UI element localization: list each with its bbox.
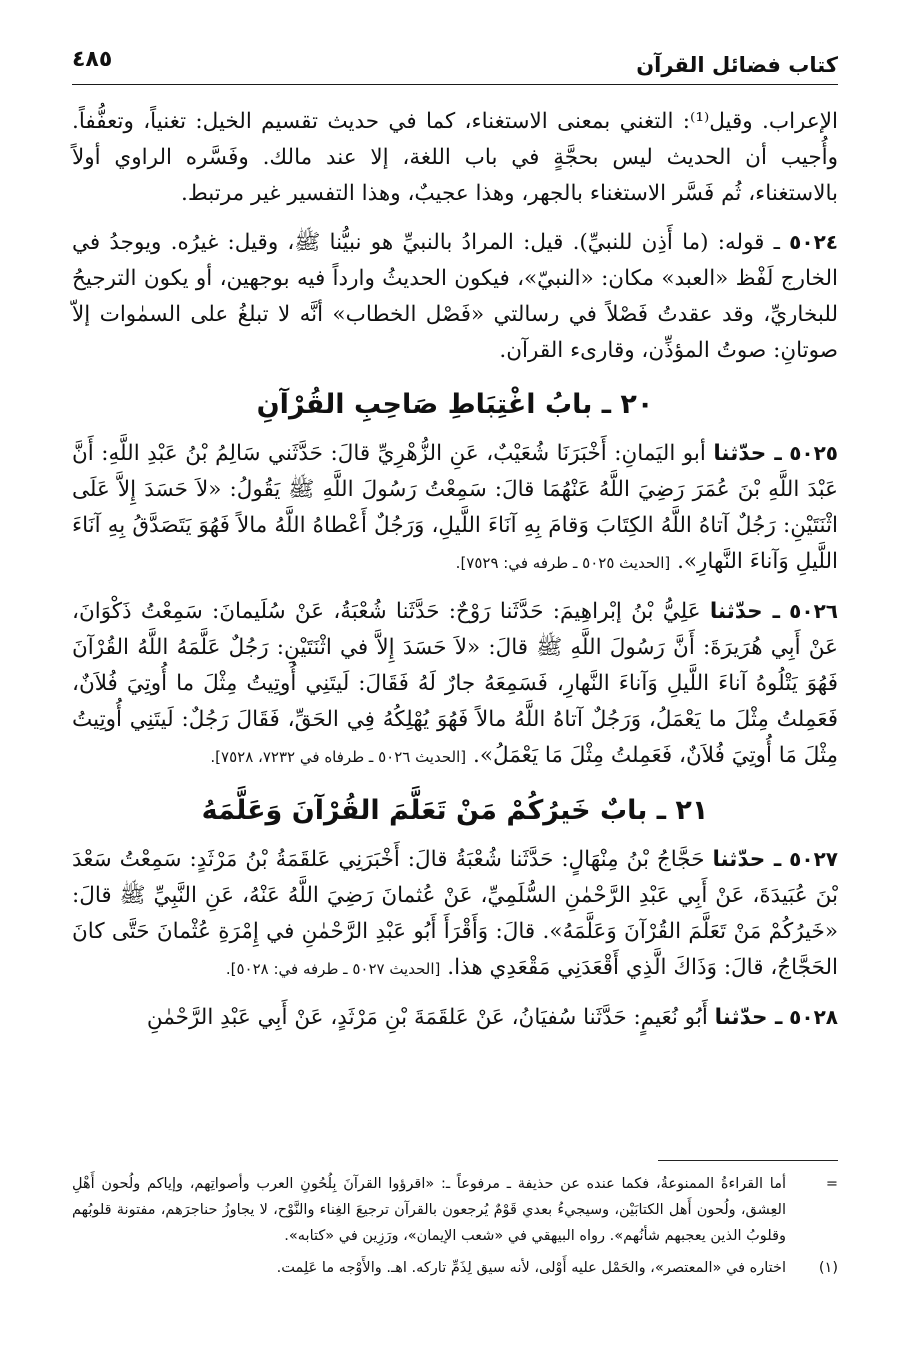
hadith-reference: [الحديث ٥٠٢٦ ـ طرفاه في ٧٢٣٢، ٧٥٢٨]. bbox=[210, 748, 467, 766]
hadith-lead: ـ حدّثنا bbox=[709, 599, 780, 624]
hadith-5026 bbox=[72, 593, 838, 775]
hadith-reference: [الحديث ٥٠٢٧ ـ طرفه في: ٥٠٢٨]. bbox=[225, 960, 441, 978]
hadith-number: ٥٠٢٨ bbox=[789, 1005, 838, 1029]
hadith-lead: ـ حدّثنا bbox=[714, 1005, 783, 1030]
hadith-number: ٥٠٢٦ bbox=[789, 599, 838, 623]
intro-paragraph-2 bbox=[72, 224, 838, 369]
intro-paragraph-1: الإعراب. وقيل⁽¹⁾: التغني بمعنى الاستغناء، كما في حديث تقسيم الخيل: تغنياً، وتعفُّفاً. وأُجيب أن الحديث ليس بحجَّةٍ في باب اللغة، إلا عند مالك. وفَسَّره الراوي أولاً بالاستغناء، ثُم فَسَّر الاستغناء بالجهر، وهذا عجيبٌ، وهذا التفسير غير مرتبط. bbox=[72, 109, 838, 206]
footnote-continued bbox=[72, 1171, 838, 1249]
footnote-text: أما القراءةُ الممنوعةُ، فكما عنده عن حذيفة ـ مرفوعاً ـ: «اقرؤوا القرآنَ بِلُحُونِ العرب وأصواتِهم، وإياكم ولُحون أَهْلِ العِشق، ولُحون أَهل الكتابَيْن، وسيجيءُ بعدي قَوْمٌ يُرجعون بالقرآن ترجيعَ الغِناء والنَّوْح، لا يجاوزُ حناجرَهم، مفتونة قلوبُهم وقلوبُ الذين يعجبهم شأنُهم». رواه البيهقي في «شعب الإيمان»، ورَزِين في «كتابه». bbox=[72, 1176, 786, 1244]
hadith-number: ٥٠٢٧ bbox=[789, 847, 838, 871]
footnote-continuation-mark: = bbox=[825, 1176, 838, 1192]
hadith-5025 bbox=[72, 435, 838, 581]
chapter-heading-21: ٢١ ـ بابٌ خَيرُكُمْ مَنْ تَعَلَّمَ القُرْآنَ وَعَلَّمَهُ bbox=[201, 795, 709, 826]
note-text: ـ قوله: (ما أَذِن للنبيِّ). قيل: المرادُ بالنبيِّ هو نبيُّنا ﷺ، وقيل: غيرُه. ويوجدُ في الخارج لَفْظ «العبد» مكان: «النبيّ»، فيكون الحديثُ وارداً فيه بوجهين، أو يكون الترجيحُ للبخاريِّ، وقد عقدتُ فَصْلاً في رسالتي «فَصْل الخطاب» أنَّه لا تبلغُ على السمٰوات إلاّ صوتانِ: صوتُ المؤذِّن، وقارىء القرآن. bbox=[72, 230, 838, 363]
footnotes bbox=[72, 1160, 838, 1281]
page-body bbox=[72, 104, 838, 1036]
chapter-heading-20: ٢٠ ـ بابُ اغْتِبَاطِ صَاحِبِ القُرْآنِ bbox=[256, 389, 654, 420]
note-number: ٥٠٢٤ bbox=[789, 230, 838, 254]
page-number: ٤٨٥ bbox=[72, 47, 113, 72]
footnote-1 bbox=[72, 1255, 838, 1281]
hadith-text: أبو اليَمانِ: أَخْبَرَنَا شُعَيْبٌ، عَنِ الزُّهْرِيِّ قالَ: حَدَّثَني سَالِمُ بْنُ عَبْدِ اللَّهِ: أَنَّ عَبْدَ اللَّهِ بْنَ عُمَرَ رَضِيَ اللَّهُ عَنْهُمَا قالَ: سَمِعْتُ رَسُولَ اللَّهِ ﷺ يَقُولُ: «لاَ حَسَدَ إِلاَّ عَلَى اثْنَتَيْنِ: رَجُلٌ آتاهُ اللَّهُ الكِتَابَ وَقامَ بِهِ آنَاءَ اللَّيلِ، وَرَجُلٌ أَعْطاهُ اللَّهُ مالاً فَهُوَ يَتَصَدَّقُ بِهِ آنَاءَ اللَّيلِ وَآناءَ النَّهارِ». bbox=[72, 441, 838, 574]
hadith-number: ٥٠٢٥ bbox=[789, 441, 839, 465]
footnote-text: اختاره في «المعتصر»، والحَمْل عليه أَوْلى، لأنه سيق لِذَمِّ تاركه. اهـ. والأَوْجه ما عَلِمت. bbox=[276, 1260, 786, 1276]
page-header bbox=[72, 44, 838, 85]
hadith-5028 bbox=[72, 999, 838, 1036]
hadith-lead: ـ حدّثنا bbox=[713, 441, 782, 466]
hadith-text: أَبُو نُعَيمٍ: حَدَّثَنا سُفيَانُ، عَنْ عَلقَمَةَ بْنِ مَرْثَدٍ، عَنْ أَبِي عَبْدِ الرَّحْمٰنِ bbox=[146, 1005, 708, 1030]
footnote-marker: (١) bbox=[818, 1260, 838, 1276]
footnote-divider bbox=[658, 1160, 838, 1161]
running-title: كتاب فضائل القرآن bbox=[636, 53, 838, 77]
hadith-text: حَجَّاجُ بْنُ مِنْهَالٍ: حَدَّثَنا شُعْبَةُ قالَ: أَخْبَرَنِي عَلقَمَةُ بْنُ مَرْثَدٍ: سَمِعْتُ سَعْدَ بْنَ عُبَيدَةَ، عَنْ أَبِي عَبْدِ الرَّحْمٰنِ السُّلَمِيِّ، عَنْ عُثمانَ رَضِيَ اللَّهُ عَنْهُ، عَنِ النَّبِيِّ ﷺ قالَ: «خَيرُكُمْ مَنْ تَعَلَّمَ القُرْآنَ وَعَلَّمَهُ». قالَ: وَأَقْرَأَ أَبُو عَبْدِ الرَّحْمٰنِ في إِمْرَةِ عُثْمانَ حَتَّى كانَ الحَجَّاجُ، قالَ: وَذَاكَ الَّذِي أَقْعَدَنِي مَقْعَدِي هذا. bbox=[72, 847, 838, 980]
hadith-5027 bbox=[72, 841, 838, 987]
hadith-reference: [الحديث ٥٠٢٥ ـ طرفه في: ٧٥٢٩]. bbox=[455, 554, 671, 572]
hadith-lead: ـ حدّثنا bbox=[712, 847, 782, 872]
hadith-text: عَلِيُّ بْنُ إبْراهِيمَ: حَدَّثَنا رَوْحٌ: حَدَّثَنا شُعْبَةُ، عَنْ سُلَيمانَ: سَمِعْتُ ذَكْوَانَ، عَنْ أَبِي هُرَيرَةَ: أَنَّ رَسُولَ اللَّهِ ﷺ قالَ: «لاَ حَسَدَ إِلاَّ في اثْنَتَيْنِ: رَجُلٌ عَلَّمَهُ اللَّهُ القُرْآنَ فَهُوَ يَتْلُوهُ آناءَ اللَّيلِ وَآناءَ النَّهارِ، فَسَمِعَهُ جارٌ لَهُ فَقَالَ: لَيتَنِي أُوتِيتُ مِثْلَ ما أُوتِيَ فُلاَنٌ، فَعَمِلتُ مِثْلَ ما يَعْمَلُ، وَرَجُلٌ آتاهُ اللَّهُ مالاً فَهُوَ يُهْلِكُهُ فِي الحَقِّ، فَقَالَ رَجُلٌ: لَيتَنِي أُوتِيتُ مِثْلَ مَا أُوتِيَ فُلاَنٌ، فَعَمِلتُ مِثْلَ مَا يَعْمَلُ». bbox=[72, 599, 838, 768]
